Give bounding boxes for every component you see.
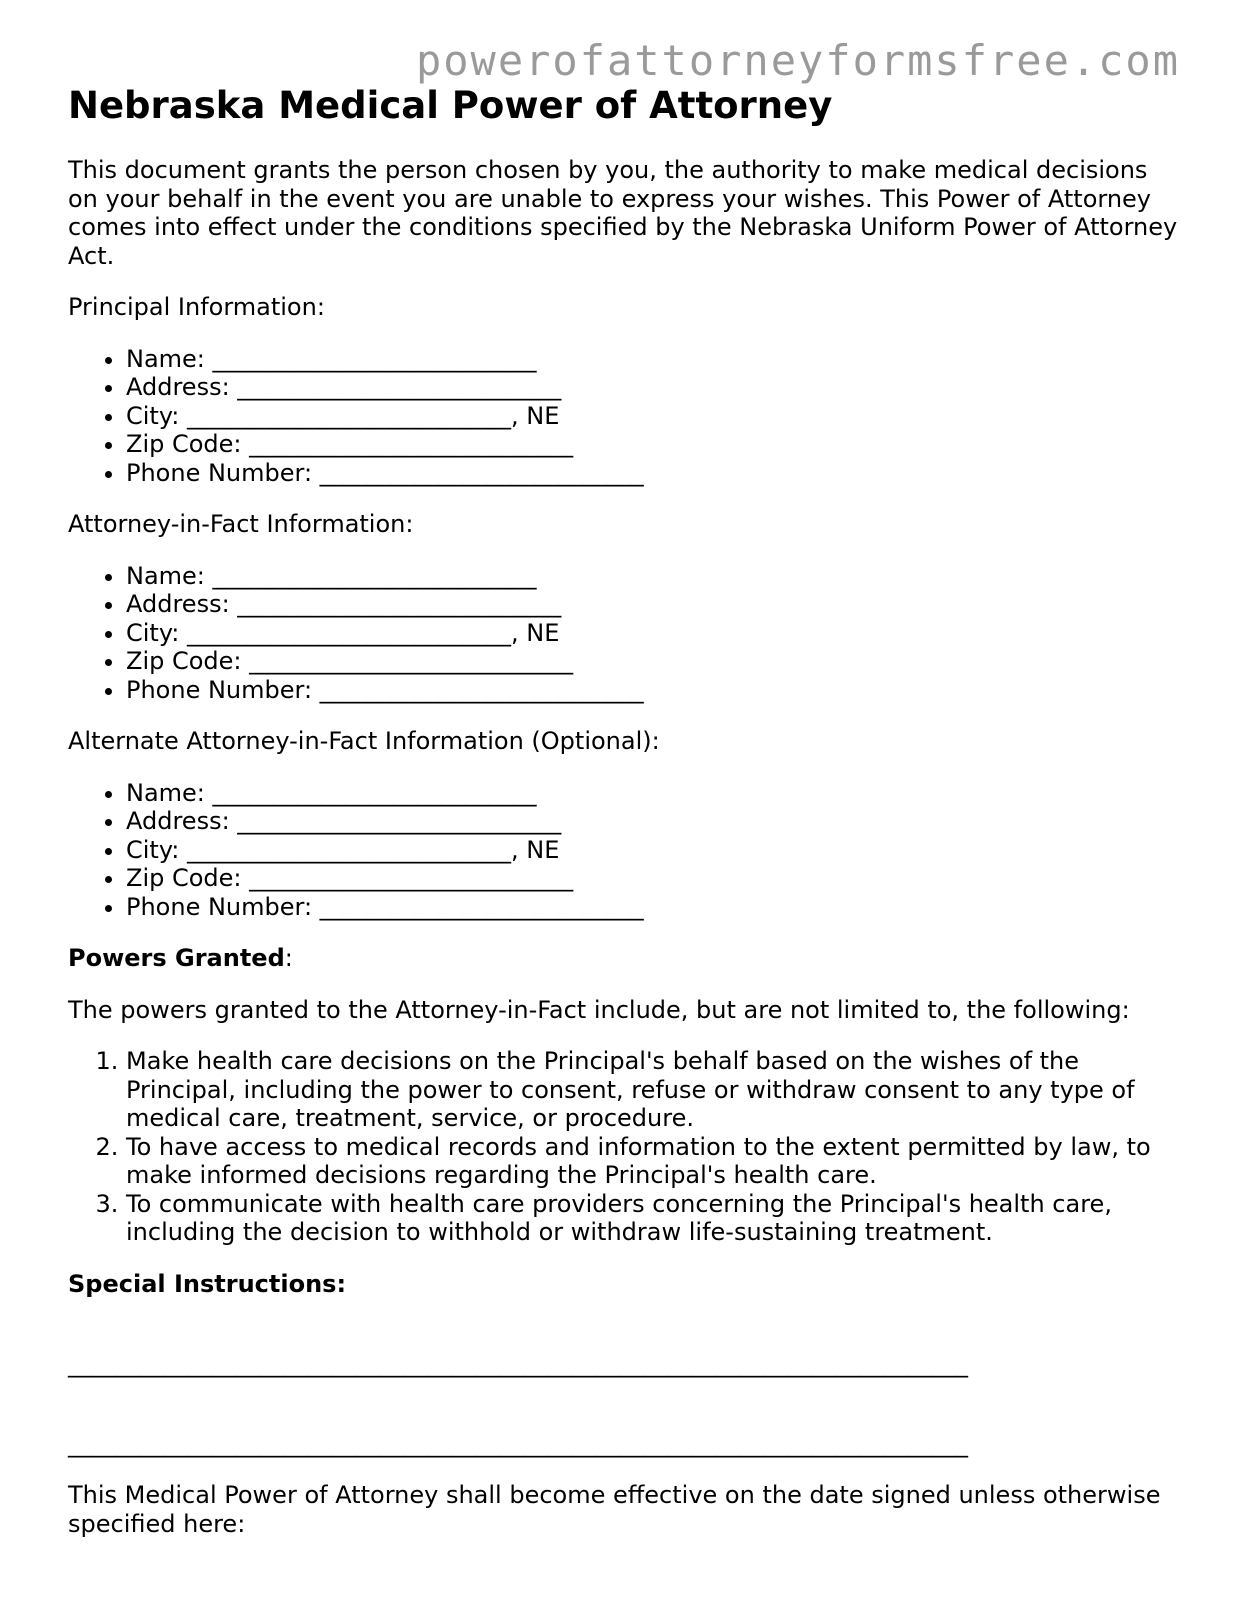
power-item: 3. To communicate with health care providers concerning the Principal's health care, including the decision to withhold or withdraw life-sustaining treatment. — [126, 1190, 1178, 1247]
alternate-name-field: • Name: ___________________________ — [126, 779, 1178, 808]
attorney-fields-list — [68, 562, 1178, 705]
principal-zip-field: • Zip Code: ___________________________ — [126, 430, 1178, 459]
principal-fields-list — [68, 345, 1178, 488]
document-title: Nebraska Medical Power of Attorney — [68, 84, 833, 127]
spacer — [68, 1321, 1178, 1350]
watermark: powerofattorneyformsfree.com — [415, 36, 1180, 85]
document-body — [68, 84, 1178, 1561]
alternate-zip-field: • Zip Code: ___________________________ — [126, 864, 1178, 893]
alternate-city-field: • City: ___________________________, NE — [126, 836, 1178, 865]
powers-heading-colon: : — [284, 944, 293, 972]
principal-address-field: • Address: ___________________________ — [126, 373, 1178, 402]
attorney-phone-field: • Phone Number: ___________________________ — [126, 676, 1178, 705]
powers-heading: Powers Granted — [68, 944, 285, 972]
intro-paragraph: This document grants the person chosen by you, the authority to make medical decisions on your behalf in the event you are unable to express your wishes. This Power of Attorney comes into effect under the conditions specified by the Nebraska Uniform Power of Attorney Act. — [68, 156, 1178, 270]
special-instructions-line-2: ___________________________________________________________________________ — [68, 1429, 968, 1458]
powers-heading-line — [68, 944, 1178, 973]
attorney-city-field: • City: ___________________________, NE — [126, 619, 1178, 648]
powers-list — [68, 1047, 1178, 1247]
attorney-name-field: • Name: ___________________________ — [126, 562, 1178, 591]
alternate-address-field: • Address: ___________________________ — [126, 807, 1178, 836]
powers-intro: The powers granted to the Attorney-in-Fact include, but are not limited to, the following: — [68, 995, 1130, 1024]
attorney-heading: Attorney-in-Fact Information: — [68, 510, 414, 538]
attorney-zip-field: • Zip Code: ___________________________ — [126, 647, 1178, 676]
effective-date-paragraph: This Medical Power of Attorney shall become effective on the date signed unless otherwise specified here: — [68, 1481, 1161, 1538]
special-instructions-heading — [68, 1270, 1178, 1299]
alternate-fields-list — [68, 779, 1178, 922]
special-instructions-heading-text: Special Instructions: — [68, 1269, 347, 1298]
spacer — [68, 1401, 1178, 1430]
power-item: 2. To have access to medical records and information to the extent permitted by law, to make informed decisions regarding the Principal's health care. — [126, 1133, 1178, 1190]
power-item: 1. Make health care decisions on the Principal's behalf based on the wishes of the Principal, including the power to consent, refuse or withdraw consent to any type of medical care, treatment, service, or procedure. — [126, 1047, 1178, 1133]
principal-heading: Principal Information: — [68, 293, 325, 321]
principal-phone-field: • Phone Number: ___________________________ — [126, 459, 1178, 488]
attorney-address-field: • Address: ___________________________ — [126, 590, 1178, 619]
special-instructions-line-1: ___________________________________________________________________________ — [68, 1349, 968, 1378]
alternate-heading: Alternate Attorney-in-Fact Information (Optional): — [68, 727, 660, 755]
principal-name-field: • Name: ___________________________ — [126, 345, 1178, 374]
principal-city-field: • City: ___________________________, NE — [126, 402, 1178, 431]
alternate-phone-field: • Phone Number: ___________________________ — [126, 893, 1178, 922]
